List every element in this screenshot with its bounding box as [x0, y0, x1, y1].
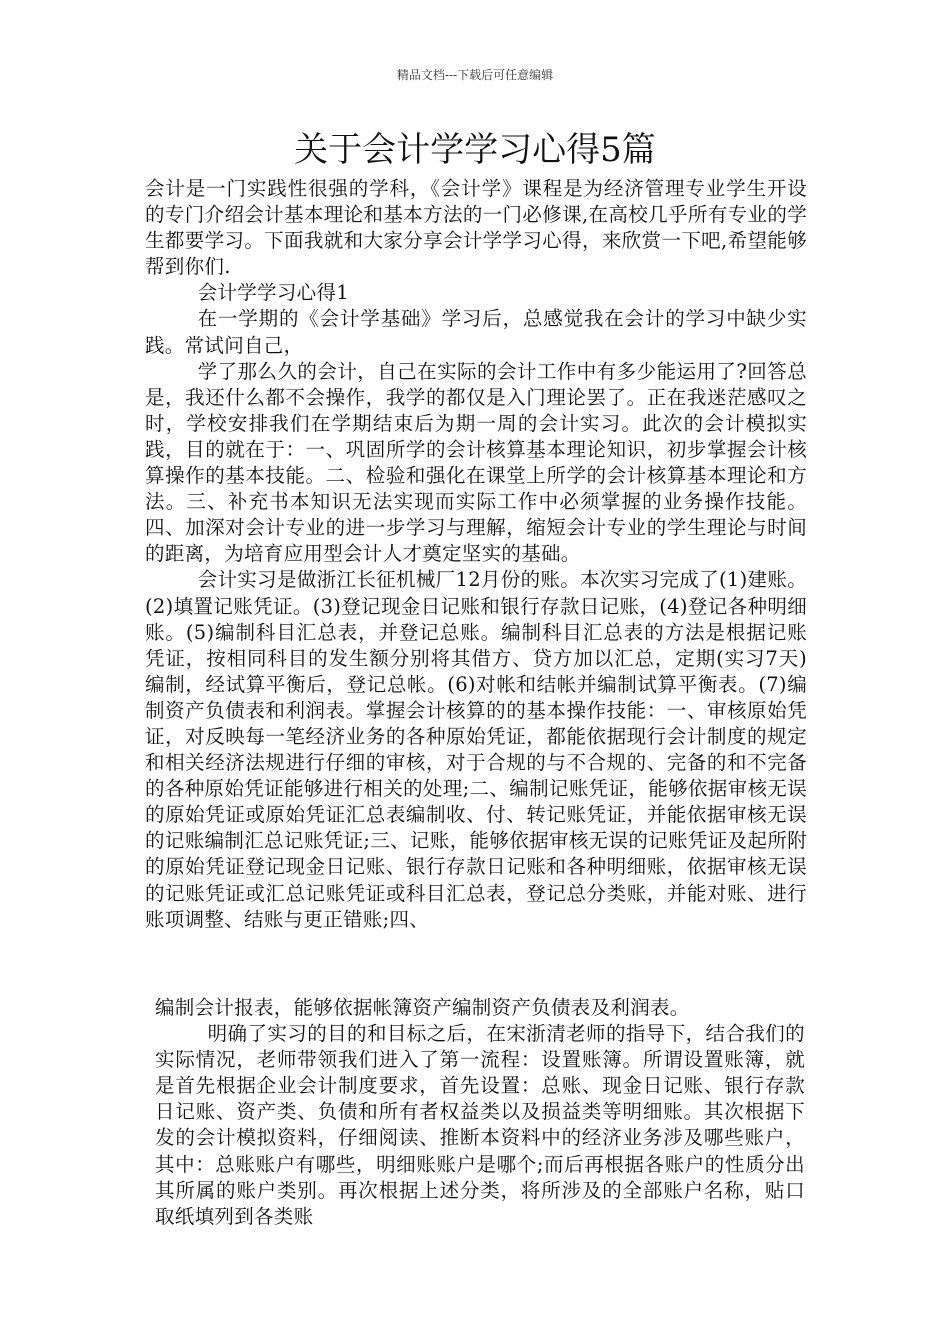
- section-heading: 会计学学习心得1: [197, 281, 349, 305]
- header-note: 精品文档---下载后可任意编辑: [396, 68, 554, 82]
- paragraph-3: 会计实习是做浙江长征机械厂12月份的账。本次实习完成了(1)建账。(2)填置记账凭证。(3)登记现金日记账和银行存款日记账，(4)登记各种明细账。(5)编制科目汇总表，并登记总账。编制科目汇总表的方法是根据记账凭证，按相同科目的发生额分别将其借方、贷方加以汇总，定期(实习7天)编制，经试算平衡后，登记总帐。(6)对帐和结帐并编制试算平衡表。(7)编制资产负债表和利润表。掌握会计核算的的基本操作技能：一、审核原始凭证，对反映每一笔经济业务的各种原始凭证，都能依据现行会计制度的规定和相关经济法规进行仔细的审核，对于合规的与不合规的、完备的和不完备的各种原始凭证能够进行相关的处理;二、编制记账凭证，能够依据审核无误的原始凭证或原始凭证汇总表编制收、付、转记账凭证，并能依据审核无误的记账编制汇总记账凭证;三、记账，能够依据审核无误的记账凭证及起所附的原始凭证登记现金日记账、银行存款日记账和各种明细账，依据审核无误的记账凭证或汇总记账凭证或科目汇总表，登记总分类账，并能对账、进行账项调整、结账与更正错账;四、: [145, 568, 807, 931]
- body-text-continued: [155, 995, 805, 1230]
- paragraph-4: 明确了实习的目的和目标之后，在宋浙清老师的指导下，结合我们的实际情况，老师带领我们进入了第一流程：设置账簿。所谓设置账簿，就是首先根据企业会计制度要求，首先设置：总账、现金日记账、银行存款日记账、资产类、负债和所有者权益类以及损益类等明细账。其次根据下发的会计模拟资料，仔细阅读、推断本资料中的经济业务涉及哪些账户，其中：总账账户有哪些，明细账账户是哪个;而后再根据各账户的性质分出其所属的账户类别。再次根据上述分类，将所涉及的全部账户名称，贴口取纸填列到各类账: [155, 1022, 805, 1228]
- body-text-main: [145, 176, 807, 933]
- document-title: 关于会计学学习心得5篇: [294, 130, 656, 170]
- continuation-line: 编制会计报表，能够依据帐簿资产编制资产负债表及利润表。: [155, 996, 690, 1019]
- intro-paragraph: 会计是一门实践性很强的学科，《会计学》课程是为经济管理专业学生开设的专门介绍会计基本理论和基本方法的一门必修课,在高校几乎所有专业的学生都要学习。下面我就和大家分享会计学学习心得，来欣赏一下吧,希望能够帮到你们.: [145, 177, 807, 279]
- paragraph-2: 学了那么久的会计，自己在实际的会计工作中有多少能运用了?回答总是，我还什么都不会操作，我学的都仅是入门理论罢了。正在我迷茫感叹之时，学校安排我们在学期结束后为期一周的会计实习。此次的会计模拟实践，目的就在于：一、巩固所学的会计核算基本理论知识，初步掌握会计核算操作的基本技能。二、检验和强化在课堂上所学的会计核算基本理论和方法。三、补充书本知识无法实现而实际工作中必须掌握的业务操作技能。四、加深对会计专业的进一步学习与理解，缩短会计专业的学生理论与时间的距离，为培育应用型会计人才奠定坚实的基础。: [145, 359, 807, 566]
- paragraph-1: 在一学期的《会计学基础》学习后，总感觉我在会计的学习中缺少实践。常试问自己，: [145, 307, 807, 357]
